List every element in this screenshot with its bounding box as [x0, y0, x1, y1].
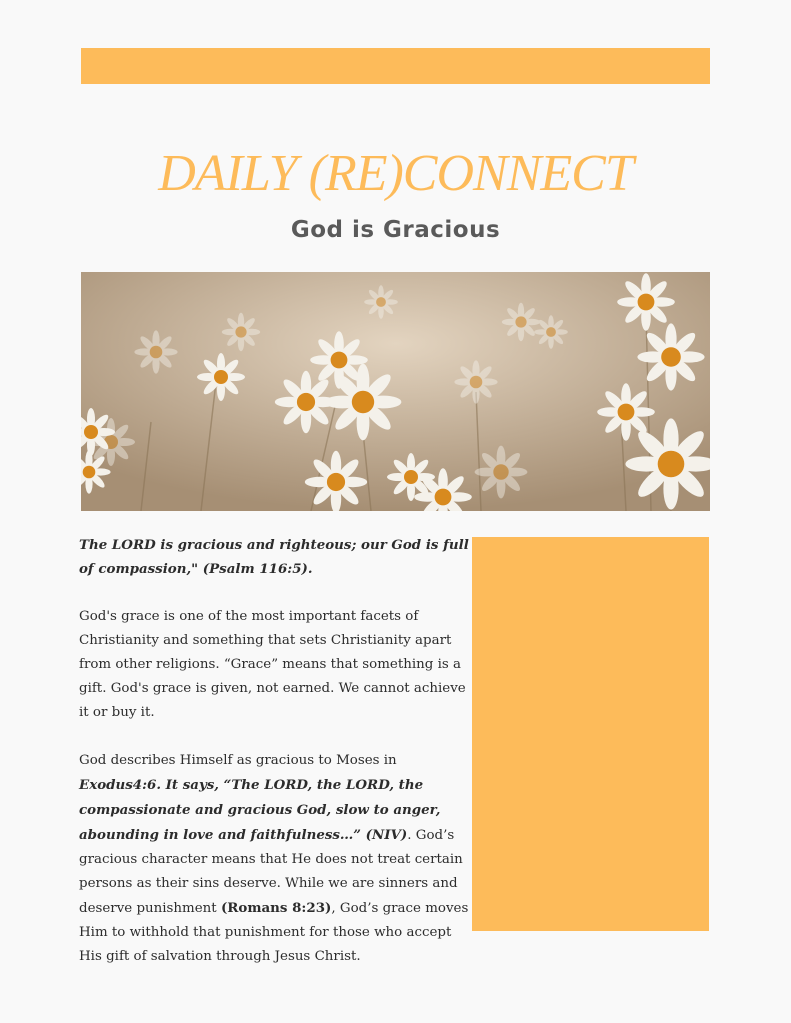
verse-quote: The LORD is gracious and righteous; our God is full of compassion," (Psalm 116:5).: [79, 537, 469, 577]
exodus-quote: Exodus4:6. It says, “The LORD, the LORD, the compassionate and gracious God, slow to anger, abounding in love and faithfulness…” (NIV): [79, 777, 441, 843]
top-accent-bar: [81, 48, 710, 84]
romans-reference: (Romans 8:23): [220, 900, 332, 916]
daisy-field-illustration: [81, 272, 710, 511]
exodus-middle-text: . God’s gracious character means that He does not treat certain persons as their sins deserve. While we are sinners and deserve punishment: [79, 828, 463, 916]
side-accent-block: [472, 537, 709, 931]
paragraph-exodus: [79, 749, 471, 969]
page-title: DAILY (RE)CONNECT: [158, 145, 633, 202]
page-subtitle: God is Gracious: [290, 217, 501, 243]
daisy-field-photo: [81, 272, 710, 511]
paragraph-grace: God's grace is one of the most important facets of Christianity and something that sets Christianity apart from other religions. “Grace” means that something is a gift. God's grace is given, not earned. We cannot achieve it or buy it.: [79, 609, 466, 720]
article-body: [79, 533, 471, 993]
exodus-end-text: , God’s grace moves Him to withhold that punishment for those who accept His gift of salvation through Jesus Christ.: [79, 901, 469, 964]
exodus-intro-text: God describes Himself as gracious to Moses in: [79, 753, 397, 768]
